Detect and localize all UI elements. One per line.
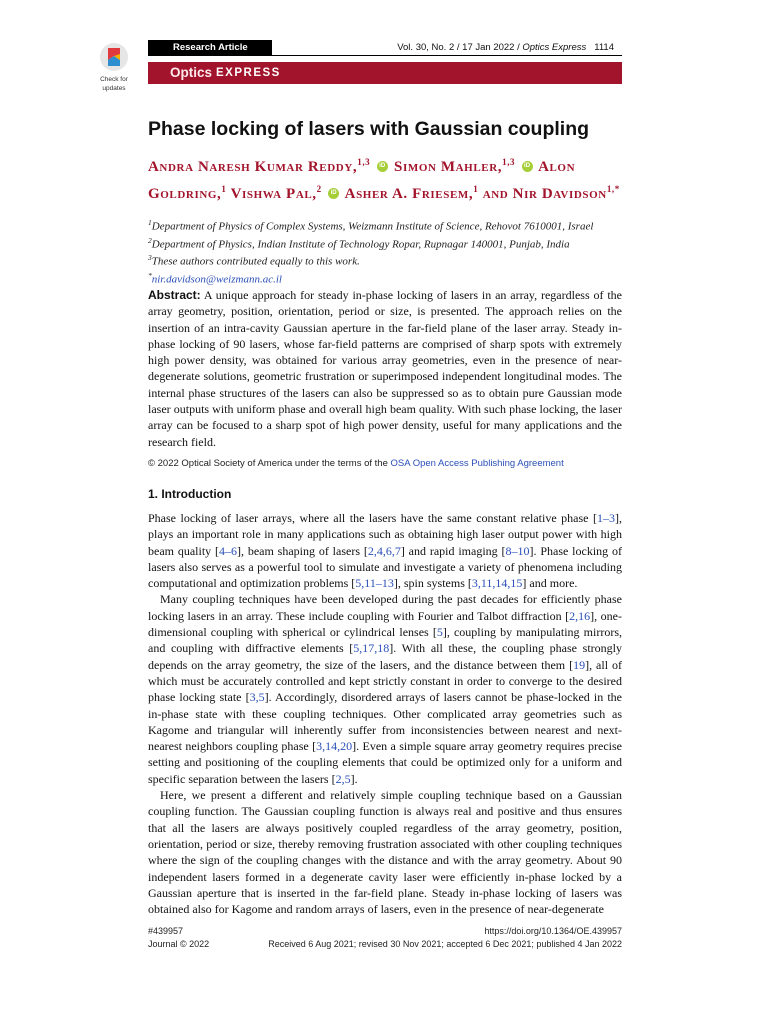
corresponding-email[interactable]: nir.davidson@weizmann.ac.il <box>151 273 282 286</box>
body-text <box>148 510 622 917</box>
citation-link[interactable]: 5,17,18 <box>353 641 390 656</box>
journal-banner <box>148 62 622 84</box>
citation-link[interactable]: 5 <box>436 625 443 640</box>
header-rule <box>272 55 622 56</box>
affiliation-text: Department of Physics, Indian Institute of Technology Ropar, Rupnagar 140001, Punjab, India <box>151 238 570 251</box>
issue-info <box>397 42 614 53</box>
top-bar <box>148 40 622 56</box>
paper-title: Phase locking of lasers with Gaussian coupling <box>148 118 590 140</box>
affiliations <box>148 216 628 287</box>
citation-link[interactable]: 3,14,20 <box>316 739 353 754</box>
affiliation-text: Department of Physics of Complex Systems, Weizmann Institute of Science, Rehovot 7610001, Israel <box>151 220 594 233</box>
author-affil-sup: 1,3 <box>357 157 371 167</box>
journal-copyright: Journal © 2022 <box>148 939 210 949</box>
history-dates: Received 6 Aug 2021; revised 30 Nov 2021; accepted 6 Dec 2021; published 4 Jan 2022 <box>268 939 622 949</box>
affiliation-sup: 2 <box>148 235 152 245</box>
affiliation-line <box>148 234 628 252</box>
article-id: #439957 <box>148 926 184 936</box>
abstract <box>148 287 622 450</box>
author-affil-sup: 1 <box>221 184 227 194</box>
affiliation-sup: * <box>148 270 152 280</box>
affiliation-line <box>148 216 628 234</box>
citation-link[interactable]: 2,5 <box>335 771 351 786</box>
citation-link[interactable]: 3,5 <box>249 690 265 705</box>
abstract-text: A unique approach for steady in-phase locking of lasers in an array, regardless of the array geometry, position, orientation, period or size, is presented. The approach relies on the insertion of an intra-cavity Gaussian aperture in the far-field plane of the laser array. Steady in-phase locking of 90 lasers, whose far-field patterns are comprised of sharp spots with extremely high power density, was obtained for various array geometries, even in the presence of near-degenerate solutions, geometric frustration or superimposed independent longitudinal modes. The internal phase structures of the lasers can also be suppressed so as to obtain pure Gaussian mode laser outputs with uniform phase and overall high beam quality. With such phase locking, the laser array can be focused to a sharp spot of high power density, useful for many applications and the research field. <box>148 288 622 449</box>
citation-link[interactable]: 2,16 <box>569 608 591 623</box>
affiliation-line <box>148 269 628 287</box>
author-affil-sup: 1,3 <box>502 157 516 167</box>
page-number: 1114 <box>594 42 614 53</box>
author-affil-sup: 1 <box>473 184 479 194</box>
check-for-updates-badge[interactable] <box>92 42 136 92</box>
section-heading: 1. Introduction <box>148 487 232 501</box>
citation-link[interactable]: 2,4,6,7 <box>367 543 401 558</box>
issue-prefix: Vol. 30, No. 2 / 17 Jan 2022 / <box>397 42 523 53</box>
orcid-icon[interactable] <box>328 188 339 199</box>
affiliation-line <box>148 251 628 269</box>
citation-link[interactable]: 3,11,14,15 <box>471 576 523 591</box>
orcid-icon[interactable] <box>522 161 533 172</box>
affiliation-sup: 3 <box>148 253 152 263</box>
article-type-label: Research Article <box>148 40 272 56</box>
citation-link[interactable]: 1–3 <box>597 511 615 525</box>
osa-agreement-link[interactable]: OSA Open Access Publishing Agreement <box>390 458 564 469</box>
author-affil-sup: 1,* <box>606 184 620 194</box>
paragraph: Phase locking of laser arrays, where all the lasers have the same constant relative phase [1–3], plays an important role in many applications such as obtaining high laser output power with high beam quality [4–6], beam shaping of lasers [2,4,6,7] and rapid imaging [8–10]. Phase locking of lasers also serves as a powerful tool to simulate and investigate a variety of phenomena including computational and optimization problems [5,11–13], spin systems [3,11,14,15] and more. <box>148 511 623 591</box>
abstract-label: Abstract: <box>148 288 201 302</box>
crossmark-icon <box>99 42 129 74</box>
author-name: and Nir Davidson <box>482 186 607 202</box>
copyright-line <box>148 458 622 469</box>
author-affil-sup: 2 <box>316 184 322 194</box>
citation-link[interactable]: 19 <box>573 657 586 672</box>
paragraph: Many coupling techniques have been developed during the past decades for efficiently phase locking lasers in an array. These include coupling with Fourier and Talbot diffraction [2,16], one-dimensional coupling with spherical or cylindrical lenses [5], coupling by manipulating mirrors, and coupling with diffractive elements [5,17,18]. With all these, the coupling phase strongly depends on the array geometry, the size of the lasers, and the distance between them [19], all of which must be accurately controlled and kept strictly constant in order to converge to the desired phase locking state [3,5]. Accordingly, disordered arrays of lasers cannot be phase-locked in the in-phase state with these coupling techniques. Other complicated array geometries such as Kagome and triangular will inherently suffer from inconsistencies between nearest and next-nearest neighbors coupling phase [3,14,20]. Even a simple square array geometry requires precise setting and positioning of the coupling elements that could be optimized only for a uniform and specific separation between the lasers [2,5]. <box>148 592 622 786</box>
citation-link[interactable]: 8–10 <box>505 543 530 558</box>
copyright-text: © 2022 Optical Society of America under the terms of the <box>148 458 391 469</box>
journal-name: Optics Express <box>522 42 587 53</box>
author-name: Asher A. Friesem, <box>344 186 474 202</box>
orcid-icon[interactable] <box>377 161 388 172</box>
author-name: Andra Naresh Kumar Reddy, <box>148 159 358 175</box>
affiliation-sup: 1 <box>148 218 152 227</box>
citation-link[interactable]: 5,11–13 <box>355 576 394 591</box>
badge-line2: updates <box>102 85 126 92</box>
author-name: Alon Goldring, <box>148 159 576 202</box>
journal-logo-express: EXPRESS <box>216 67 281 79</box>
doi-link[interactable]: https://doi.org/10.1364/OE.439957 <box>484 926 622 936</box>
affiliation-text: These authors contributed equally to this work. <box>151 255 360 268</box>
author-name: Vishwa Pal, <box>230 186 317 202</box>
badge-line1: Check for <box>100 76 128 83</box>
author-list <box>148 151 628 205</box>
footer <box>148 925 622 951</box>
paragraph: Here, we present a different and relatively simple coupling technique based on a Gaussian coupling function. The Gaussian coupling function is always real and positive and thus ensures that all the lasers are always positively coupled regardless of the array geometry, position, orientation, period or size, thereby removing frustration associated with other coupling techniques where the sign of the coupling changes with the distance and with the array geometry. About 90 independent lasers formed in a degenerate cavity laser were efficiently in-phase locked by a Gaussian aperture that is inserted in the far-field plane. Steady in-phase locking of lasers was obtained also for Kagome and random arrays of lasers, even in the presence of near-degenerate <box>148 788 622 917</box>
journal-logo-optics: Optics <box>170 65 213 80</box>
citation-link[interactable]: 4–6 <box>219 543 237 558</box>
author-name: Simon Mahler, <box>394 159 503 175</box>
